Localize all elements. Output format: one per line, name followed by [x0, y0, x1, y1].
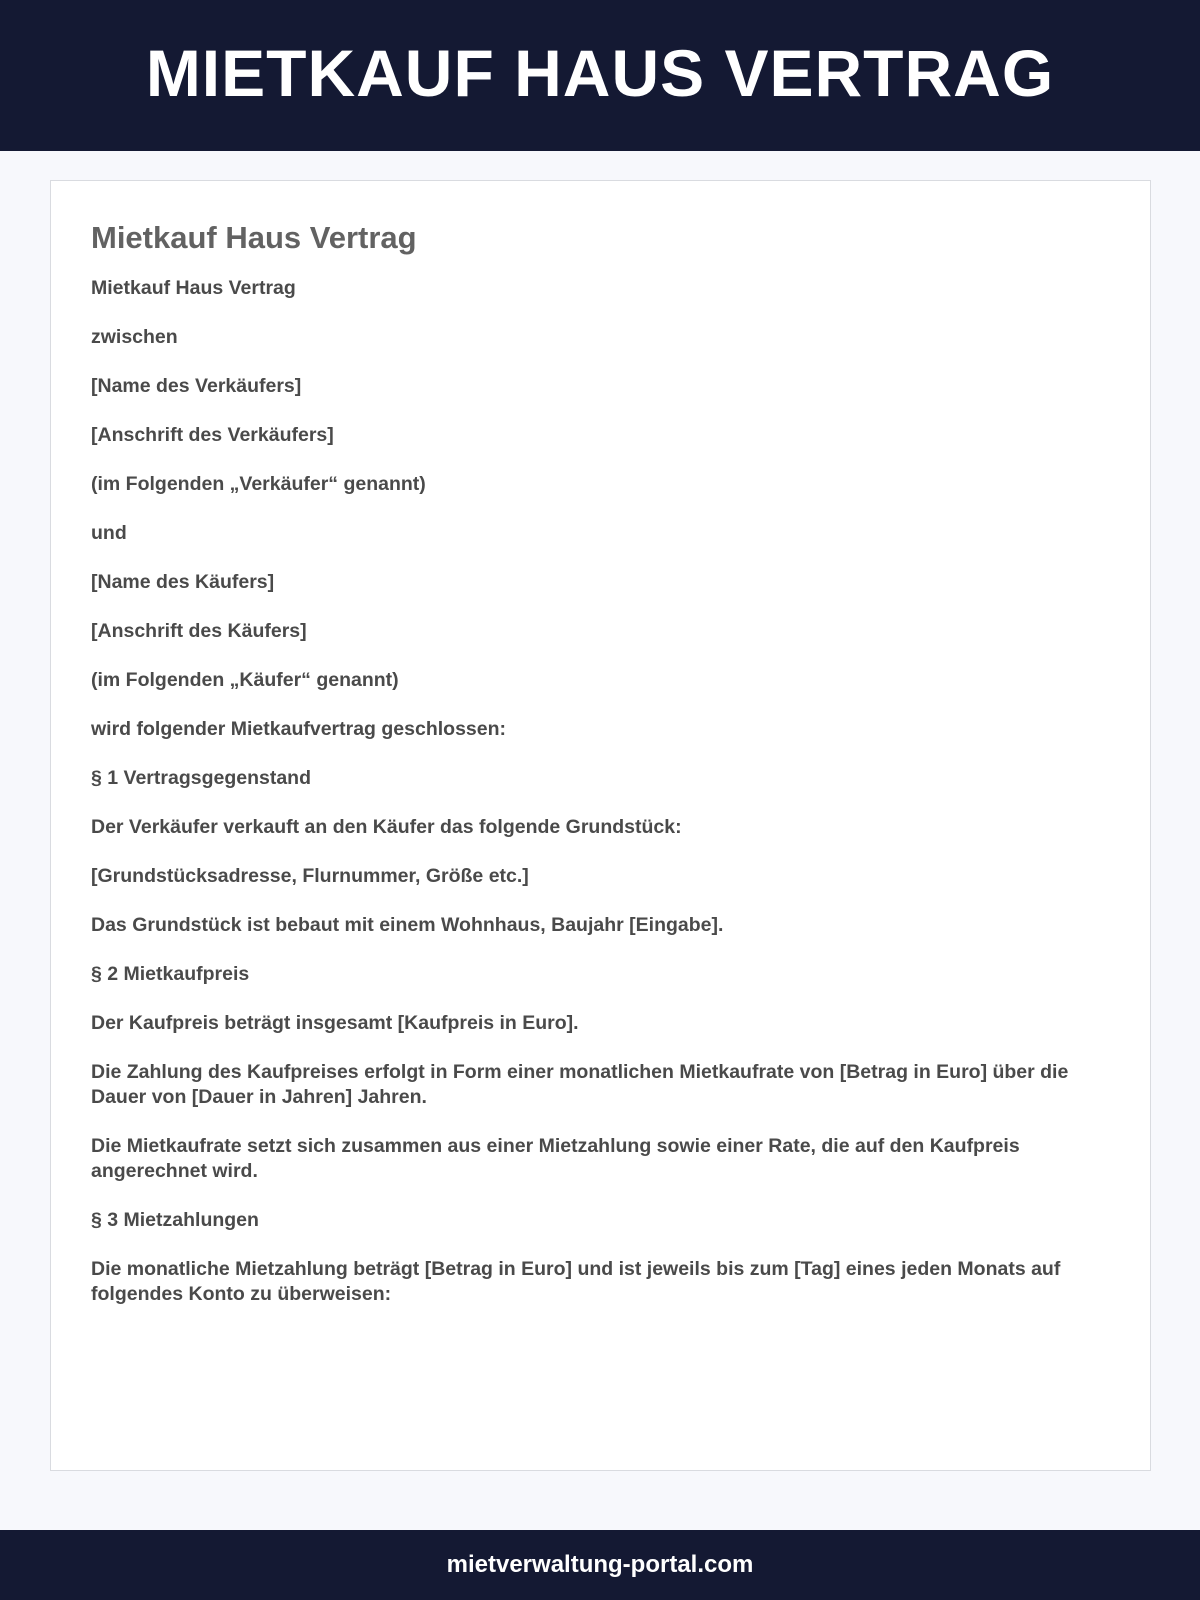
section-2-price: Der Kaufpreis beträgt insgesamt [Kaufpreis in Euro]. [91, 1012, 579, 1035]
buyer-name-placeholder: [Name des Käufers] [91, 571, 275, 594]
seller-designation: (im Folgenden „Verkäufer“ genannt) [91, 473, 426, 496]
document-title: Mietkauf Haus Vertrag [91, 220, 417, 255]
document-body [91, 276, 1110, 1307]
section-2-composition: Die Mietkaufrate setzt sich zusammen aus einer Mietzahlung sowie einer Rate, die auf den Kaufpreis angerechnet wird. [91, 1135, 1020, 1183]
contract-intro: wird folgender Mietkaufvertrag geschlossen: [91, 718, 507, 741]
between-label: zwischen [91, 326, 178, 349]
header-banner [0, 0, 1200, 151]
section-2-payment: Die Zahlung des Kaufpreises erfolgt in Form einer monatlichen Mietkaufrate von [Betrag in Euro] über die Dauer von [Dauer in Jahren] Jahren. [91, 1061, 1069, 1109]
seller-name-placeholder: [Name des Verkäufers] [91, 375, 302, 398]
and-label: und [91, 522, 127, 545]
section-3-heading: § 3 Mietzahlungen [91, 1209, 259, 1232]
buyer-designation: (im Folgenden „Käufer“ genannt) [91, 669, 399, 692]
footer-site-name: mietverwaltung-portal.com [446, 1551, 754, 1578]
document-subtitle: Mietkauf Haus Vertrag [91, 277, 296, 300]
document-card [50, 180, 1151, 1471]
section-1-heading: § 1 Vertragsgegenstand [91, 767, 312, 790]
buyer-address-placeholder: [Anschrift des Käufers] [91, 620, 307, 643]
property-details-placeholder: [Grundstücksadresse, Flurnummer, Größe etc.] [91, 865, 529, 888]
seller-address-placeholder: [Anschrift des Verkäufers] [91, 424, 334, 447]
header-title: MIETKAUF HAUS VERTRAG [145, 35, 1055, 110]
section-1-text: Der Verkäufer verkauft an den Käufer das folgende Grundstück: [91, 816, 682, 839]
section-3-text: Die monatliche Mietzahlung beträgt [Betrag in Euro] und ist jeweils bis zum [Tag] eines jeden Monats auf folgendes Konto zu überweisen: [91, 1258, 1061, 1306]
section-1-building: Das Grundstück ist bebaut mit einem Wohnhaus, Baujahr [Eingabe]. [91, 914, 724, 937]
footer-bar [0, 1530, 1200, 1600]
section-2-heading: § 2 Mietkaufpreis [91, 963, 250, 986]
